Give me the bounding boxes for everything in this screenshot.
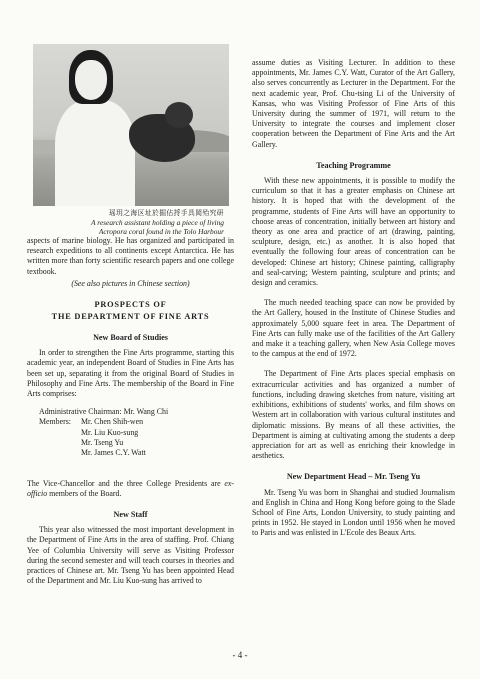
see-also-note: (See also pictures in Chinese section) (71, 278, 190, 288)
administrative-chairman: Administrative Chairman: Mr. Wang Chi (39, 407, 169, 417)
right-column (252, 58, 455, 539)
caption-english-line-1: A research assistant holding a piece of living (91, 218, 224, 227)
section-title (27, 299, 234, 322)
section-title-line-1: PROSPECTS OF (94, 300, 167, 310)
members-list (39, 417, 146, 458)
page-number: - 4 - (232, 650, 248, 660)
subheading-new-staff: New Staff (113, 510, 148, 520)
paragraph-marine-biology: aspects of marine biology. He has organized and participated in research expeditions to all continents except Antarctica. He has written more than forty scientific research papers and one college textbook. (27, 236, 234, 276)
paragraph-teaching-space: The much needed teaching space can now be provided by the Art Gallery, housed in the Institute of Chinese Studies and approximately 5,000 square feet in area. The Department of Fine Arts can fully make use of the facilities of the Art Gallery and make it a teaching gallery, when New Asia College moves to the campus at the end of 1972. (252, 298, 455, 359)
paragraph-ex-officio: The Vice-Chancellor and the three College Presidents are ex-officio members of the Board. (27, 478, 234, 498)
subheading-board-of-studies: New Board of Studies (93, 333, 168, 343)
paragraph-extracurricular: The Department of Fine Arts places special emphasis on extracurricular activities and has organized a number of functions, including drawing sketches from nature, visiting art exhibitions, exhibitions of students' works, and film shows on Western art in collaboration with various cultural institutes and diplomatic missions. By means of all these activities, the Department is aiming at cultivating among the students a deep appreciation for art as well as enriching their knowledge in aesthetics. (252, 369, 455, 461)
member-item: Mr. Tseng Yu (81, 437, 124, 447)
photo-research-assistant (33, 44, 229, 206)
photo-person (55, 50, 141, 206)
subheading-new-department-head: New Department Head – Mr. Tseng Yu (286, 472, 421, 482)
board-membership (27, 407, 234, 468)
caption-english-line-2: Acropora coral found in the Tolo Harbour (98, 227, 224, 236)
paragraph-new-staff: This year also witnessed the most important development in the Department of Fine Arts in the area of staffing. Prof. Chiang Yee of Columbia University will serve as Visiting Professor during the second semester and will teach courses in theories and practices of Chinese art. Mr. Tseng Yu has been appointed Head of the Department and Mr. Liu Kuo-sung has arrived to (27, 525, 234, 586)
paragraph-board: In order to strengthen the Fine Arts programme, starting this academic year, an independent Board of Studies in Fine Arts has been set up, separating it from the original Board of Studies in Philosophy and Fine Arts. The membership of the Board in Fine Arts comprises: (27, 348, 234, 399)
paragraph-tseng-yu: Mr. Tseng Yu was born in Shanghai and studied Journalism and English in China and Hong Kong before going to the Slade School of Fine Arts, London University, to study painting and prints in 1952. He stayed in London until 1956 when he moved to Paris and was enlisted in L'Ecole des Beaux Arts. (252, 487, 455, 538)
photo-caption (27, 208, 234, 236)
caption-chinese: 瑶玥之海区址於掘佔捋手具岡殆究研 (108, 209, 224, 217)
member-item: Mr. James C.Y. Watt (81, 448, 146, 458)
section-title-line-2: THE DEPARTMENT OF FINE ARTS (51, 311, 210, 321)
paragraph-curriculum: With these new appointments, it is possible to modify the curriculum so that it has a greater emphasis on Chinese art history. It is hoped that with the development of the programme, students of Fine Arts will have an opportunity to choose areas of concentration, initially between art history and theory as one area and practice of art (drawing, painting, sculpture, design, etc.) as another. It is also hoped that eventually the following four areas of concentration can be developed: Chinese art history; Chinese painting, calligraphy and seal-carving; Western painting, sculpture and prints; and design and ceramics. (252, 176, 455, 288)
paragraph-appointments: assume duties as Visiting Lecturer. In addition to these appointments, Mr. James C.Y. Watt, Curator of the Art Gallery, also serves concurrently as Lecturer in the Department. For the next academic year, Prof. Chu-tsing Li of the University of Kansas, who was Visiting Professor of Fine Arts of this University during the summer of 1971, will return to the University to integrate the courses and implement closer cooperation between the Department of Fine Arts and the Art Gallery. (252, 58, 455, 149)
members-label: Members: (39, 417, 71, 427)
member-item: Mr. Chen Shih-wen (81, 417, 144, 427)
subheading-teaching-programme: Teaching Programme (316, 160, 391, 170)
left-column (27, 44, 234, 586)
member-item: Mr. Liu Kuo-sung (81, 427, 139, 437)
